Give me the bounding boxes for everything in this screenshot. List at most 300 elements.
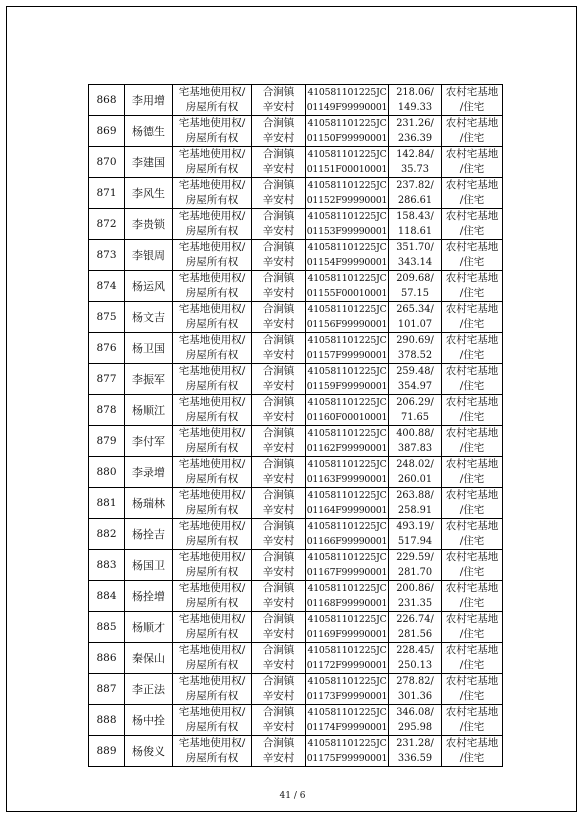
land-use-cell [442, 85, 503, 116]
owner-name-cell: 李付军 [125, 426, 173, 457]
land-use-line-2: /住宅 [459, 752, 485, 764]
land-use-line-1: 农村宅基地 [445, 272, 499, 284]
area-line-1: 351.70/ [396, 242, 434, 253]
right-type-line-2: 房屋所有权 [185, 659, 239, 671]
table-row [89, 209, 503, 240]
location-line-1: 合涧镇 [262, 86, 295, 98]
table-row [89, 116, 503, 147]
right-type-line-1: 宅基地使用权/ [178, 613, 246, 625]
right-type-line-1: 宅基地使用权/ [178, 148, 246, 160]
right-type-line-2: 房屋所有权 [185, 318, 239, 330]
land-use-line-1: 农村宅基地 [445, 334, 499, 346]
table-row [89, 519, 503, 550]
right-type-line-2: 房屋所有权 [185, 194, 239, 206]
right-type-line-1: 宅基地使用权/ [178, 86, 246, 98]
right-type-cell [173, 674, 252, 705]
location-line-1: 合涧镇 [262, 675, 295, 687]
parcel-code-cell [306, 550, 389, 581]
land-use-line-1: 农村宅基地 [445, 241, 499, 253]
location-line-1: 合涧镇 [262, 613, 295, 625]
parcel-code-line-1: 410581101225JC [307, 459, 387, 470]
right-type-line-1: 宅基地使用权/ [178, 520, 246, 532]
parcel-code-line-2: 01167F99990001 [306, 567, 388, 578]
land-use-line-1: 农村宅基地 [445, 148, 499, 160]
location-cell [252, 271, 306, 302]
land-use-line-2: /住宅 [459, 318, 485, 330]
location-cell [252, 333, 306, 364]
area-cell [389, 271, 442, 302]
owner-name-cell: 李正法 [125, 674, 173, 705]
land-use-cell [442, 426, 503, 457]
area-cell [389, 581, 442, 612]
area-line-1: 231.26/ [396, 118, 434, 129]
right-type-line-2: 房屋所有权 [185, 597, 239, 609]
right-type-cell [173, 147, 252, 178]
parcel-code-cell [306, 643, 389, 674]
right-type-cell [173, 209, 252, 240]
row-number-cell: 880 [89, 457, 125, 488]
parcel-code-line-1: 410581101225JC [307, 149, 387, 160]
location-cell [252, 426, 306, 457]
land-use-cell [442, 333, 503, 364]
location-line-2: 辛安村 [262, 752, 295, 764]
owner-name-cell: 杨国卫 [125, 550, 173, 581]
right-type-line-2: 房屋所有权 [185, 442, 239, 454]
parcel-code-cell [306, 178, 389, 209]
land-use-line-1: 农村宅基地 [445, 644, 499, 656]
location-line-2: 辛安村 [262, 380, 295, 392]
area-line-2: 118.61 [397, 226, 433, 237]
table-row [89, 395, 503, 426]
area-cell [389, 519, 442, 550]
owner-name-cell: 杨顺才 [125, 612, 173, 643]
area-cell [389, 85, 442, 116]
registration-table-body [89, 85, 503, 767]
parcel-code-line-2: 01151F00010001 [306, 164, 388, 175]
land-use-cell [442, 550, 503, 581]
location-line-2: 辛安村 [262, 318, 295, 330]
location-cell [252, 705, 306, 736]
right-type-line-1: 宅基地使用权/ [178, 551, 246, 563]
location-line-1: 合涧镇 [262, 179, 295, 191]
row-number-cell: 874 [89, 271, 125, 302]
land-use-cell [442, 271, 503, 302]
area-line-2: 57.15 [400, 288, 430, 299]
parcel-code-line-1: 410581101225JC [307, 490, 387, 501]
location-line-2: 辛安村 [262, 442, 295, 454]
land-use-cell [442, 395, 503, 426]
area-line-2: 378.52 [397, 350, 433, 361]
parcel-code-line-2: 01166F99990001 [306, 536, 388, 547]
parcel-code-line-2: 01163F99990001 [306, 474, 388, 485]
owner-name-cell: 杨俊义 [125, 736, 173, 767]
area-line-2: 336.59 [397, 753, 433, 764]
location-cell [252, 674, 306, 705]
parcel-code-line-2: 01173F99990001 [306, 691, 388, 702]
land-use-line-2: /住宅 [459, 628, 485, 640]
land-use-line-2: /住宅 [459, 535, 485, 547]
area-line-1: 493.19/ [396, 521, 434, 532]
table-row [89, 178, 503, 209]
parcel-code-line-2: 01149F99990001 [306, 102, 388, 113]
table-row [89, 705, 503, 736]
location-line-2: 辛安村 [262, 349, 295, 361]
location-cell [252, 302, 306, 333]
right-type-line-1: 宅基地使用权/ [178, 210, 246, 222]
location-line-1: 合涧镇 [262, 396, 295, 408]
parcel-code-line-1: 410581101225JC [307, 552, 387, 563]
area-line-1: 206.29/ [396, 397, 434, 408]
land-use-line-2: /住宅 [459, 256, 485, 268]
parcel-code-line-2: 01153F99990001 [306, 226, 388, 237]
owner-name-cell: 李贵锁 [125, 209, 173, 240]
area-line-2: 281.70 [397, 567, 433, 578]
right-type-cell [173, 364, 252, 395]
area-line-1: 229.59/ [396, 552, 434, 563]
area-line-2: 260.01 [397, 474, 433, 485]
right-type-cell [173, 395, 252, 426]
parcel-code-cell [306, 426, 389, 457]
table-row [89, 147, 503, 178]
location-line-2: 辛安村 [262, 721, 295, 733]
owner-name-cell: 李建国 [125, 147, 173, 178]
location-line-1: 合涧镇 [262, 489, 295, 501]
area-cell [389, 209, 442, 240]
location-line-1: 合涧镇 [262, 582, 295, 594]
right-type-cell [173, 736, 252, 767]
owner-name-cell: 李振军 [125, 364, 173, 395]
parcel-code-cell [306, 209, 389, 240]
parcel-code-cell [306, 302, 389, 333]
table-row [89, 674, 503, 705]
right-type-line-1: 宅基地使用权/ [178, 396, 246, 408]
table-row [89, 85, 503, 116]
row-number-cell: 870 [89, 147, 125, 178]
row-number-cell: 881 [89, 488, 125, 519]
right-type-line-2: 房屋所有权 [185, 690, 239, 702]
location-line-1: 合涧镇 [262, 117, 295, 129]
right-type-line-1: 宅基地使用权/ [178, 582, 246, 594]
area-line-2: 354.97 [397, 381, 433, 392]
area-line-1: 200.86/ [396, 583, 434, 594]
area-line-1: 259.48/ [396, 366, 434, 377]
right-type-line-1: 宅基地使用权/ [178, 737, 246, 749]
location-line-1: 合涧镇 [262, 427, 295, 439]
parcel-code-line-2: 01156F99990001 [306, 319, 388, 330]
location-line-2: 辛安村 [262, 194, 295, 206]
land-use-line-1: 农村宅基地 [445, 675, 499, 687]
table-row [89, 488, 503, 519]
table-row [89, 612, 503, 643]
row-number-cell: 887 [89, 674, 125, 705]
area-cell [389, 736, 442, 767]
parcel-code-line-1: 410581101225JC [307, 273, 387, 284]
right-type-cell [173, 116, 252, 147]
parcel-code-cell [306, 271, 389, 302]
parcel-code-cell [306, 457, 389, 488]
right-type-line-2: 房屋所有权 [185, 380, 239, 392]
area-cell [389, 643, 442, 674]
location-cell [252, 240, 306, 271]
land-use-line-2: /住宅 [459, 194, 485, 206]
location-line-2: 辛安村 [262, 535, 295, 547]
location-cell [252, 612, 306, 643]
row-number-cell: 873 [89, 240, 125, 271]
area-line-1: 209.68/ [396, 273, 434, 284]
parcel-code-line-2: 01160F00010001 [306, 412, 388, 423]
area-line-1: 226.74/ [396, 614, 434, 625]
right-type-cell [173, 519, 252, 550]
owner-name-cell: 杨运风 [125, 271, 173, 302]
land-use-cell [442, 581, 503, 612]
right-type-line-1: 宅基地使用权/ [178, 365, 246, 377]
location-cell [252, 643, 306, 674]
land-use-line-2: /住宅 [459, 442, 485, 454]
location-line-2: 辛安村 [262, 628, 295, 640]
table-row [89, 643, 503, 674]
land-use-line-2: /住宅 [459, 411, 485, 423]
parcel-code-line-2: 01150F99990001 [306, 133, 388, 144]
land-use-cell [442, 240, 503, 271]
owner-name-cell: 李银周 [125, 240, 173, 271]
table-row [89, 302, 503, 333]
right-type-line-2: 房屋所有权 [185, 101, 239, 113]
right-type-line-1: 宅基地使用权/ [178, 117, 246, 129]
table-row [89, 364, 503, 395]
land-use-cell [442, 116, 503, 147]
parcel-code-line-2: 01172F99990001 [306, 660, 388, 671]
area-line-2: 231.35 [397, 598, 433, 609]
land-use-line-1: 农村宅基地 [445, 613, 499, 625]
land-use-line-2: /住宅 [459, 132, 485, 144]
row-number-cell: 886 [89, 643, 125, 674]
location-cell [252, 395, 306, 426]
area-line-1: 142.84/ [396, 149, 434, 160]
row-number-cell: 875 [89, 302, 125, 333]
location-line-1: 合涧镇 [262, 148, 295, 160]
owner-name-cell: 李风生 [125, 178, 173, 209]
table-row [89, 271, 503, 302]
parcel-code-line-1: 410581101225JC [307, 242, 387, 253]
right-type-cell [173, 643, 252, 674]
land-use-line-1: 农村宅基地 [445, 210, 499, 222]
area-line-1: 218.06/ [396, 87, 434, 98]
land-use-cell [442, 364, 503, 395]
parcel-code-cell [306, 85, 389, 116]
area-line-2: 343.14 [397, 257, 433, 268]
land-use-line-1: 农村宅基地 [445, 427, 499, 439]
area-line-2: 301.36 [397, 691, 433, 702]
area-line-2: 295.98 [397, 722, 433, 733]
location-cell [252, 488, 306, 519]
land-use-line-2: /住宅 [459, 721, 485, 733]
owner-name-cell: 杨拴增 [125, 581, 173, 612]
location-line-1: 合涧镇 [262, 458, 295, 470]
right-type-cell [173, 550, 252, 581]
right-type-line-1: 宅基地使用权/ [178, 303, 246, 315]
land-use-line-1: 农村宅基地 [445, 551, 499, 563]
parcel-code-cell [306, 240, 389, 271]
right-type-line-1: 宅基地使用权/ [178, 427, 246, 439]
parcel-code-cell [306, 333, 389, 364]
location-cell [252, 364, 306, 395]
right-type-cell [173, 612, 252, 643]
location-cell [252, 457, 306, 488]
location-line-1: 合涧镇 [262, 706, 295, 718]
land-use-cell [442, 488, 503, 519]
land-use-cell [442, 612, 503, 643]
row-number-cell: 868 [89, 85, 125, 116]
area-cell [389, 240, 442, 271]
right-type-line-1: 宅基地使用权/ [178, 179, 246, 191]
row-number-cell: 872 [89, 209, 125, 240]
right-type-line-2: 房屋所有权 [185, 132, 239, 144]
right-type-line-2: 房屋所有权 [185, 473, 239, 485]
right-type-line-2: 房屋所有权 [185, 535, 239, 547]
land-use-line-1: 农村宅基地 [445, 117, 499, 129]
table-row [89, 581, 503, 612]
row-number-cell: 882 [89, 519, 125, 550]
owner-name-cell: 李用增 [125, 85, 173, 116]
right-type-cell [173, 271, 252, 302]
land-use-line-2: /住宅 [459, 504, 485, 516]
parcel-code-line-1: 410581101225JC [307, 335, 387, 346]
right-type-line-2: 房屋所有权 [185, 349, 239, 361]
parcel-code-line-1: 410581101225JC [307, 583, 387, 594]
table-row [89, 736, 503, 767]
parcel-code-line-2: 01154F99990001 [306, 257, 388, 268]
land-use-line-2: /住宅 [459, 473, 485, 485]
right-type-line-1: 宅基地使用权/ [178, 675, 246, 687]
right-type-line-2: 房屋所有权 [185, 628, 239, 640]
right-type-line-1: 宅基地使用权/ [178, 241, 246, 253]
area-cell [389, 488, 442, 519]
land-use-line-2: /住宅 [459, 566, 485, 578]
location-line-2: 辛安村 [262, 132, 295, 144]
land-use-line-1: 农村宅基地 [445, 396, 499, 408]
land-use-line-1: 农村宅基地 [445, 520, 499, 532]
area-line-2: 387.83 [397, 443, 433, 454]
location-line-1: 合涧镇 [262, 644, 295, 656]
parcel-code-line-2: 01155F00010001 [306, 288, 388, 299]
area-line-1: 265.34/ [396, 304, 434, 315]
parcel-code-line-1: 410581101225JC [307, 211, 387, 222]
location-line-2: 辛安村 [262, 504, 295, 516]
right-type-line-1: 宅基地使用权/ [178, 706, 246, 718]
right-type-line-2: 房屋所有权 [185, 721, 239, 733]
parcel-code-line-2: 01157F99990001 [306, 350, 388, 361]
parcel-code-cell [306, 395, 389, 426]
land-use-cell [442, 736, 503, 767]
land-use-line-1: 农村宅基地 [445, 365, 499, 377]
land-use-line-2: /住宅 [459, 163, 485, 175]
area-cell [389, 333, 442, 364]
location-cell [252, 209, 306, 240]
area-cell [389, 178, 442, 209]
area-cell [389, 550, 442, 581]
parcel-code-line-2: 01168F99990001 [306, 598, 388, 609]
right-type-line-2: 房屋所有权 [185, 163, 239, 175]
owner-name-cell: 杨拴吉 [125, 519, 173, 550]
land-use-line-1: 农村宅基地 [445, 303, 499, 315]
parcel-code-line-2: 01164F99990001 [306, 505, 388, 516]
parcel-code-line-1: 410581101225JC [307, 397, 387, 408]
registration-table [88, 84, 503, 767]
location-line-2: 辛安村 [262, 101, 295, 113]
parcel-code-line-2: 01159F99990001 [306, 381, 388, 392]
area-line-1: 263.88/ [396, 490, 434, 501]
row-number-cell: 877 [89, 364, 125, 395]
land-use-line-1: 农村宅基地 [445, 706, 499, 718]
parcel-code-line-1: 410581101225JC [307, 707, 387, 718]
land-use-line-1: 农村宅基地 [445, 179, 499, 191]
land-use-line-1: 农村宅基地 [445, 489, 499, 501]
location-line-1: 合涧镇 [262, 303, 295, 315]
land-use-cell [442, 674, 503, 705]
right-type-cell [173, 333, 252, 364]
owner-name-cell: 秦保山 [125, 643, 173, 674]
area-line-1: 158.43/ [396, 211, 434, 222]
location-line-2: 辛安村 [262, 473, 295, 485]
table-row [89, 550, 503, 581]
land-use-cell [442, 209, 503, 240]
location-line-2: 辛安村 [262, 690, 295, 702]
location-cell [252, 550, 306, 581]
parcel-code-line-1: 410581101225JC [307, 614, 387, 625]
location-line-1: 合涧镇 [262, 365, 295, 377]
area-line-2: 35.73 [400, 164, 430, 175]
right-type-cell [173, 240, 252, 271]
parcel-code-line-2: 01152F99990001 [306, 195, 388, 206]
area-line-2: 517.94 [397, 536, 433, 547]
right-type-line-1: 宅基地使用权/ [178, 334, 246, 346]
table-row [89, 333, 503, 364]
land-use-cell [442, 178, 503, 209]
right-type-cell [173, 85, 252, 116]
location-line-2: 辛安村 [262, 225, 295, 237]
area-line-2: 236.39 [397, 133, 433, 144]
right-type-line-1: 宅基地使用权/ [178, 272, 246, 284]
location-line-1: 合涧镇 [262, 241, 295, 253]
location-cell [252, 581, 306, 612]
area-line-1: 231.28/ [396, 738, 434, 749]
area-line-1: 400.88/ [396, 428, 434, 439]
parcel-code-cell [306, 581, 389, 612]
right-type-cell [173, 488, 252, 519]
location-cell [252, 147, 306, 178]
land-use-cell [442, 302, 503, 333]
land-use-cell [442, 705, 503, 736]
parcel-code-line-1: 410581101225JC [307, 87, 387, 98]
parcel-code-cell [306, 364, 389, 395]
row-number-cell: 884 [89, 581, 125, 612]
area-line-1: 237.82/ [396, 180, 434, 191]
owner-name-cell: 杨卫国 [125, 333, 173, 364]
location-line-1: 合涧镇 [262, 551, 295, 563]
page-number: 41 / 6 [279, 791, 306, 801]
row-number-cell: 878 [89, 395, 125, 426]
location-line-1: 合涧镇 [262, 272, 295, 284]
owner-name-cell: 杨瑞林 [125, 488, 173, 519]
parcel-code-line-2: 01169F99990001 [306, 629, 388, 640]
table-row [89, 240, 503, 271]
parcel-code-cell [306, 147, 389, 178]
owner-name-cell: 杨中拴 [125, 705, 173, 736]
land-use-line-2: /住宅 [459, 287, 485, 299]
row-number-cell: 883 [89, 550, 125, 581]
right-type-line-1: 宅基地使用权/ [178, 458, 246, 470]
parcel-code-line-2: 01162F99990001 [306, 443, 388, 454]
